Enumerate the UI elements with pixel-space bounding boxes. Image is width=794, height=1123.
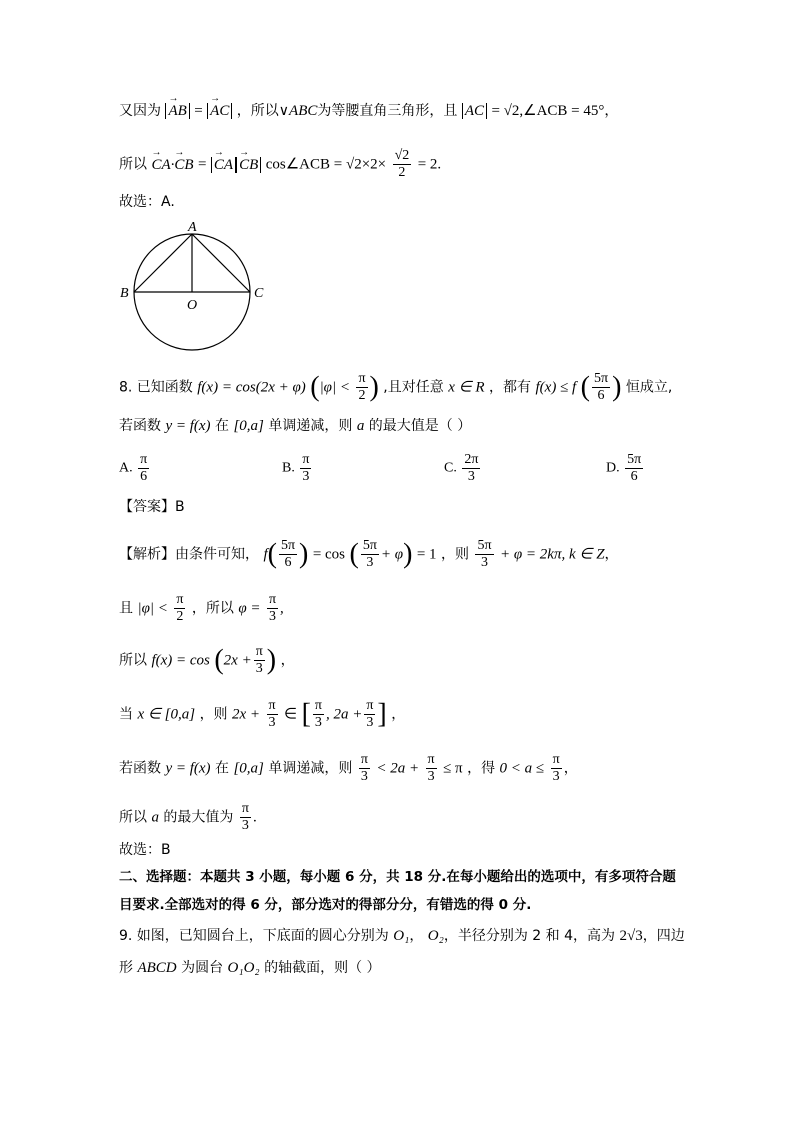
option-c[interactable]: C. $\frac{2\pi}{3}$ <box>444 452 479 484</box>
math: |φ| < <box>137 600 168 617</box>
abs-ca: → CA <box>211 157 236 173</box>
solution-conclusion: 故选：B <box>119 842 171 858</box>
math: 0 < a ≤ <box>499 760 545 777</box>
solution-line-2: 且 |φ| < $\frac{\pi}{2}$ ，所以 φ = $\frac{\pi}{3}$ , <box>119 592 284 624</box>
text: 在 <box>215 760 230 777</box>
math: y = f(x) <box>165 418 211 434</box>
label-a: A <box>188 220 197 235</box>
circle-figure <box>115 220 275 372</box>
math: 2√3 <box>619 928 643 944</box>
math: ABC <box>289 103 318 119</box>
math: = 2. <box>417 156 442 173</box>
text: 单调递减，则 <box>268 760 353 777</box>
math: [0,a] <box>233 418 264 434</box>
segment-ac <box>192 234 250 292</box>
math: ABCD <box>137 960 177 976</box>
vector-ab-abs: → AB <box>165 103 189 119</box>
math: f(x) = cos(2x + φ) <box>197 379 306 396</box>
option-d[interactable]: D. $\frac{5\pi}{6}$ <box>606 452 642 484</box>
math: φ = <box>238 600 261 617</box>
text: ， <box>409 928 424 944</box>
math: + φ = 2kπ, k ∈ Z <box>500 546 605 563</box>
label-c: C <box>254 286 264 301</box>
math: x ∈ R <box>448 379 485 396</box>
dot-product: → CA·→ CB <box>151 157 193 173</box>
text: 单调递减，则 <box>268 418 353 434</box>
text: ， <box>604 546 619 563</box>
solution-line-5: 若函数 y = f(x) 在 [0,a] 单调递减，则 $\frac{\pi}{3}$ < 2a + $\frac{\pi}{3}$ ≤ π ，得 0 < a ≤ $\frac{\pi}{3}$ ， <box>119 752 578 784</box>
option-b[interactable]: B. $\frac{\pi}{3}$ <box>282 452 310 484</box>
segment-ab <box>134 234 192 292</box>
text-line-2: 所以 → CA·→ CB = → CA→ CB cos∠ACB = √2×2× $\frac{√2}{2}$ = 2. <box>119 148 441 181</box>
abs-cb: → CB <box>236 157 261 173</box>
math: < 2a + <box>376 760 420 777</box>
text: 所以 <box>119 809 147 826</box>
text: ，半径分别为 2 和 4，高为 <box>443 928 616 944</box>
answer: 【答案】B <box>119 499 185 515</box>
text: 当 <box>119 706 133 723</box>
math: x ∈ [0,a] <box>137 706 196 723</box>
math: ∈ <box>284 706 298 723</box>
label-o: O <box>187 298 198 313</box>
text: ，都有 <box>489 379 532 396</box>
text-line-1: 又因为 → AB = → AC ，所以∨ABC为等腰直角三角形，且 AC = √2,∠ACB = 45°， <box>119 101 618 121</box>
text: ，则 <box>199 706 228 723</box>
text: ， <box>280 652 295 669</box>
solution-line-4: 当 x ∈ [0,a] ，则 2x + $\frac{\pi}{3}$ ∈ [ $\frac{\pi}{3}$ , 2a + $\frac{\pi}{3}$ ] ， <box>119 698 406 730</box>
text: 的最大值为 <box>163 809 234 826</box>
math: y = f(x) <box>165 760 211 777</box>
text: 若函数 <box>119 418 161 434</box>
text: 在 <box>215 418 230 434</box>
label-b: B <box>120 286 129 301</box>
text: ，得 <box>467 760 496 777</box>
math: O₁ <box>393 928 410 944</box>
solution-line-6: 所以 a 的最大值为 $\frac{\pi}{3}$ . <box>119 801 257 833</box>
math: . <box>252 809 257 826</box>
text: 的轴截面，则（ ） <box>264 960 381 976</box>
math: [0,a] <box>233 760 264 777</box>
abs-ac: AC <box>462 103 487 119</box>
math: = cos <box>312 546 346 563</box>
section-2-heading-line-2: 目要求.全部选对的得 6 分，部分选对的得部分分，有错选的得 0 分. <box>119 897 532 913</box>
text: 的最大值是（ ） <box>368 418 472 434</box>
question-9-line-2 <box>119 958 381 978</box>
math: a <box>356 418 365 434</box>
text: ，则 <box>441 546 470 563</box>
math: f(x) ≤ f <box>535 379 577 396</box>
text: ，四边 <box>642 928 685 944</box>
vector-ac-abs: → AC <box>207 103 232 119</box>
text: 9. 如图，已知圆台上，下底面的圆心分别为 <box>119 928 389 944</box>
text: 且 <box>119 600 133 617</box>
math: a <box>151 809 159 826</box>
question-8-line-2 <box>119 416 471 436</box>
question-9-line-1 <box>119 926 685 946</box>
question-8-line-1: 8. 已知函数 f(x) = cos(2x + φ) (|φ| < $\frac{\pi}{2}$ ) ,且对任意 x ∈ R ，都有 f(x) ≤ f ( $\frac{5\pi}{6}$ ) 恒成立, <box>119 371 673 403</box>
text: 又因为 <box>119 103 161 119</box>
text: ， <box>604 103 619 119</box>
math: O₁O₂ <box>227 960 260 976</box>
option-a[interactable]: A. $\frac{\pi}{6}$ <box>119 452 148 484</box>
text: 恒成立, <box>625 379 673 396</box>
text: 所以 <box>119 156 147 173</box>
math: 2x + <box>232 706 261 723</box>
text: ,且对任意 <box>383 379 444 396</box>
text: ， <box>563 760 578 777</box>
solution-line-1: 【解析】由条件可知， f( $\frac{5\pi}{6}$ ) = cos ( $\frac{5\pi}{3}$ + φ) = 1 ，则 $\frac{5\pi}{3}$ + φ = 2kπ, k ∈ Z， <box>119 538 619 570</box>
math: O₂ <box>427 928 444 944</box>
math: = 1 <box>416 546 437 563</box>
math: = √2,∠ACB = 45° <box>491 103 605 119</box>
math: f(x) = cos <box>151 652 210 669</box>
text: 所以 <box>119 652 147 669</box>
text: 形 <box>119 960 133 976</box>
text: 8. 已知函数 <box>119 379 193 396</box>
fraction: $\frac{√2}{2}$ <box>394 148 410 180</box>
text: 为等腰直角三角形，且 <box>317 103 458 119</box>
text: 【解析】由条件可知， <box>119 546 259 563</box>
text: ， <box>391 706 406 723</box>
text: ，所以∨ <box>236 103 290 119</box>
text-line-3: 故选：A. <box>119 194 175 210</box>
solution-line-3: 所以 f(x) = cos (2x + $\frac{\pi}{3}$ ) ， <box>119 644 295 676</box>
text: 若函数 <box>119 760 161 777</box>
math: , <box>280 600 284 617</box>
math: cos∠ACB = √2×2× <box>265 156 387 173</box>
section-2-heading-line-1: 二、选择题：本题共 3 小题，每小题 6 分，共 18 分.在每小题给出的选项中，有多项符合题 <box>119 869 676 885</box>
text: ，所以 <box>191 600 234 617</box>
text: 为圆台 <box>181 960 224 976</box>
math: ≤ π <box>443 760 463 777</box>
